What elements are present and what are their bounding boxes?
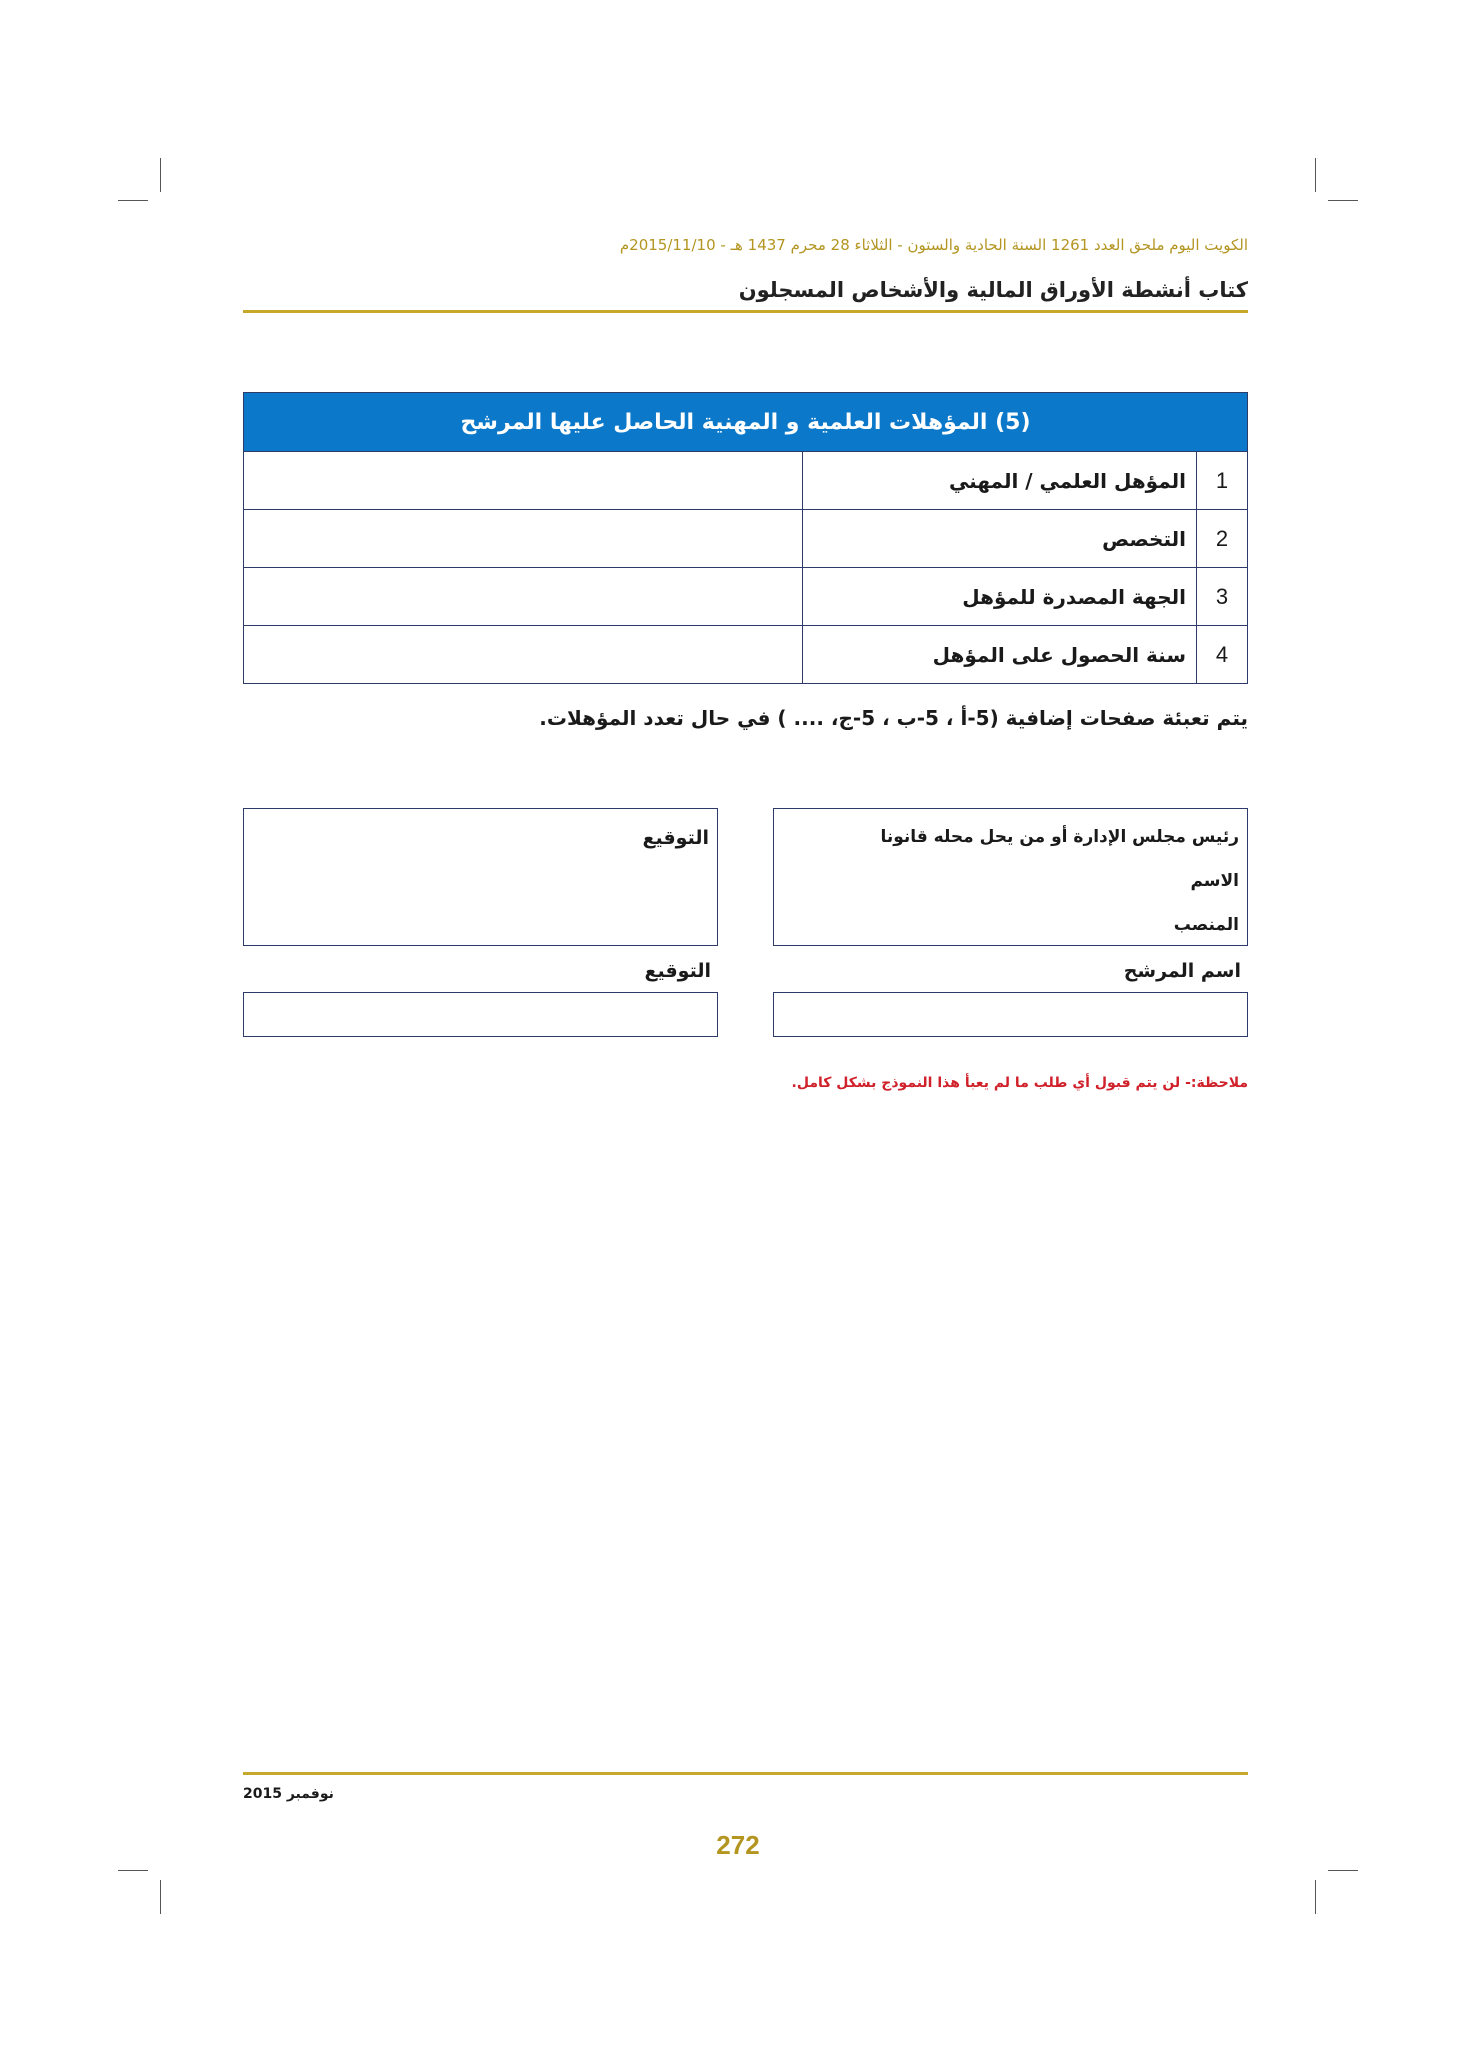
row-number: 4 <box>1197 626 1248 684</box>
table-row <box>244 452 1248 510</box>
book-title: كتاب أنشطة الأوراق المالية والأشخاص المسجلون <box>738 278 1248 302</box>
board-chairman-box[interactable] <box>773 808 1248 946</box>
footer-date: نوفمبر 2015 <box>243 1786 334 1802</box>
additional-pages-note: يتم تعبئة صفحات إضافية (5-أ ، 5-ب ، 5-ج، .... ) في حال تعدد المؤهلات. <box>539 706 1248 730</box>
remark-note: ملاحظة:- لن يتم قبول أي طلب ما لم يعبأ هذا النموذج بشكل كامل. <box>791 1075 1248 1091</box>
name-label: الاسم <box>1190 871 1239 891</box>
table-row <box>244 510 1248 568</box>
board-signature-box[interactable] <box>243 808 718 946</box>
row-number: 3 <box>1197 568 1248 626</box>
qualifications-title: (5) المؤهلات العلمية و المهنية الحاصل عليها المرشح <box>244 393 1248 452</box>
table-row <box>244 626 1248 684</box>
row-number: 2 <box>1197 510 1248 568</box>
footer-rule <box>243 1772 1248 1775</box>
row-number: 1 <box>1197 452 1248 510</box>
crop-mark <box>118 1870 148 1871</box>
crop-mark <box>160 1880 161 1914</box>
crop-mark <box>1315 1880 1316 1914</box>
candidate-signature-field[interactable] <box>243 992 718 1037</box>
row-label: الجهة المصدرة للمؤهل <box>803 568 1197 626</box>
year-obtained-field[interactable] <box>244 626 803 684</box>
candidate-signature-label: التوقيع <box>644 960 711 982</box>
qualifications-table <box>243 392 1248 684</box>
candidate-name-field[interactable] <box>773 992 1248 1037</box>
candidate-name-label: اسم المرشح <box>1123 960 1241 982</box>
crop-mark <box>118 200 148 201</box>
crop-mark <box>1315 158 1316 192</box>
row-label: التخصص <box>803 510 1197 568</box>
crop-mark <box>1328 200 1358 201</box>
chairman-label: رئيس مجلس الإدارة أو من يحل محله قانونا <box>880 827 1239 847</box>
issuing-body-field[interactable] <box>244 568 803 626</box>
crop-mark <box>160 158 161 192</box>
qualification-field[interactable] <box>244 452 803 510</box>
table-row <box>244 568 1248 626</box>
specialization-field[interactable] <box>244 510 803 568</box>
position-label: المنصب <box>1173 915 1239 935</box>
row-label: سنة الحصول على المؤهل <box>803 626 1197 684</box>
header-rule <box>243 310 1248 313</box>
page-number: 272 <box>716 1830 760 1860</box>
row-label: المؤهل العلمي / المهني <box>803 452 1197 510</box>
crop-mark <box>1328 1870 1358 1871</box>
publication-line: الكويت اليوم ملحق العدد 1261 السنة الحادية والستون - الثلاثاء 28 محرم 1437 هـ - 2015/11/10م <box>619 236 1248 254</box>
signature-label: التوقيع <box>642 827 709 849</box>
